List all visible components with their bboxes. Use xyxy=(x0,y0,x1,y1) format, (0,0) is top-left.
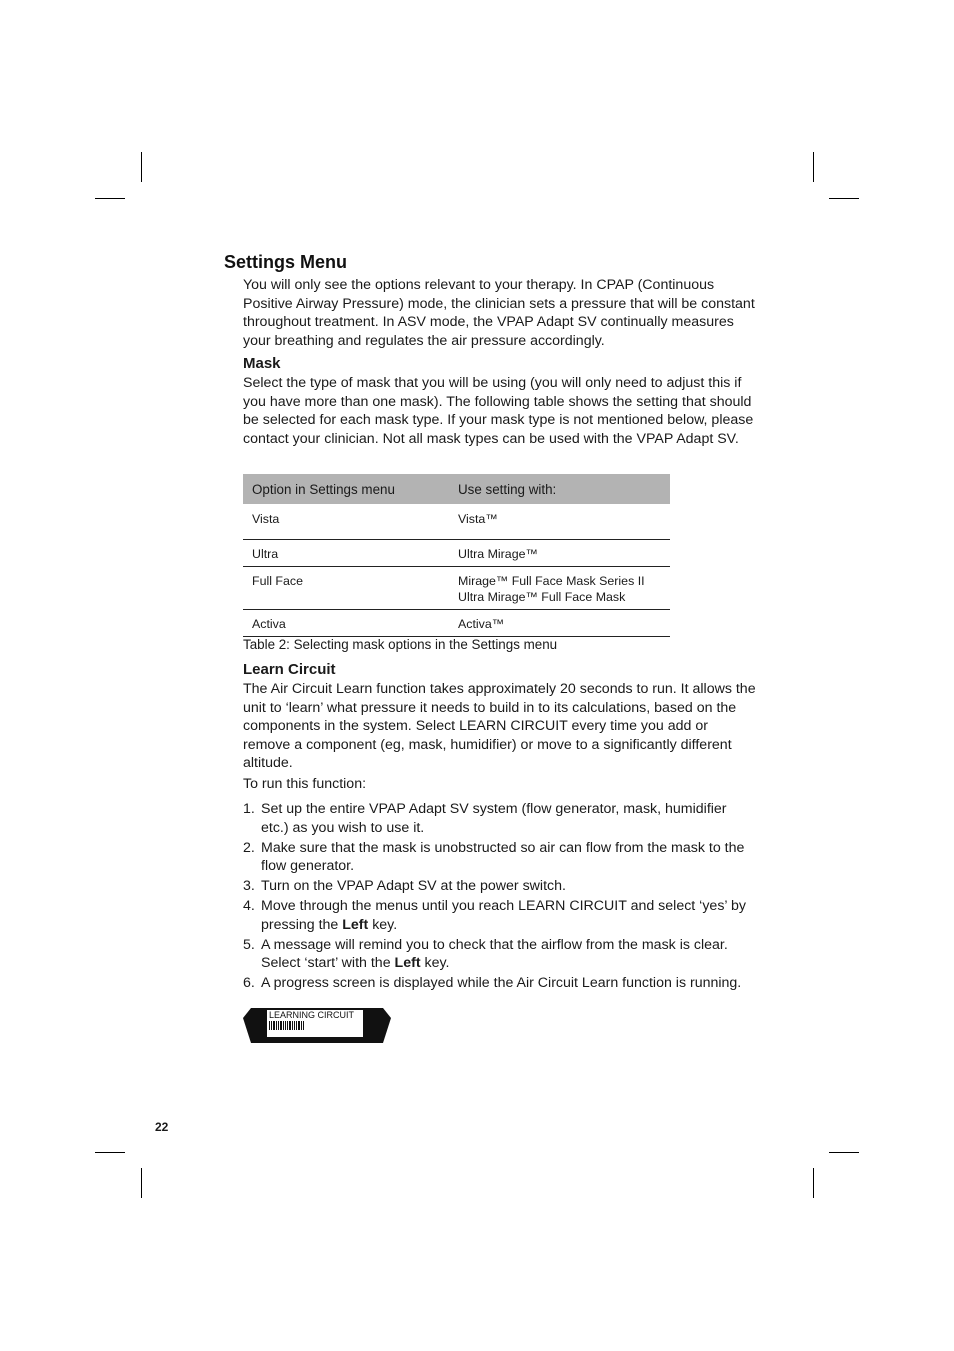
step-number: 3. xyxy=(243,878,255,895)
page-number: 22 xyxy=(155,1120,169,1134)
mask-table xyxy=(243,474,670,637)
crop-mark xyxy=(813,1168,814,1198)
lcd-screen xyxy=(267,1010,363,1037)
step-number: 4. xyxy=(243,898,255,915)
table-header-use: Use setting with: xyxy=(449,474,670,504)
table-row xyxy=(243,610,670,637)
mask-heading: Mask xyxy=(243,355,281,372)
table-cell-option: Ultra xyxy=(243,540,449,567)
crop-mark xyxy=(813,152,814,182)
step-text: Move through the menus until you reach LEARN CIRCUIT and select ‘yes’ by pressing the xyxy=(261,898,746,933)
step-text: A message will remind you to check that the airflow from the mask is clear. Select ‘start’ with the xyxy=(261,936,728,972)
key-name: Left xyxy=(394,955,421,972)
table-cell-use: Ultra Mirage™ xyxy=(449,540,670,567)
table-cell-use: Activa™ xyxy=(449,610,670,637)
table-row xyxy=(243,567,670,610)
step-text: key. xyxy=(420,955,450,972)
step-text: key. xyxy=(368,916,398,933)
intro-paragraph: You will only see the options relevant to your therapy. In CPAP (Continuous Positive Airway Pressure) mode, the clinician sets a pressure that will be constant throughout treatment. In ASV mode, the VPAP Adapt SV continually measures your breathing and regulates the air pressure accordingly. xyxy=(243,277,755,349)
step-number: 6. xyxy=(243,975,255,992)
step-number: 2. xyxy=(243,839,255,856)
step-number: 5. xyxy=(243,936,255,953)
list-item xyxy=(243,897,758,934)
section-title: Settings Menu xyxy=(224,252,348,272)
step-text: Set up the entire VPAP Adapt SV system (flow generator, mask, humidifier etc.) as you wish to use it. xyxy=(261,801,727,836)
crop-mark xyxy=(95,1152,125,1153)
table-cell-line: Ultra Mirage™ Full Face Mask xyxy=(458,590,626,604)
table-cell-use: Vista™ xyxy=(449,504,670,540)
steps-list xyxy=(243,800,758,994)
list-item xyxy=(243,877,758,896)
learn-circuit-paragraph: The Air Circuit Learn function takes approximately 20 seconds to run. It allows the unit to ‘learn’ what pressure it needs to build in to its calculations, based on the components in the system. Select LEARN CIRCUIT every time you add or remove a component (eg, mask, humidifier) or move to a significantly different altitude. xyxy=(243,681,756,772)
table-cell-option: Full Face xyxy=(243,567,449,610)
step-number: 1. xyxy=(243,801,255,817)
table-header-option: Option in Settings menu xyxy=(243,474,449,504)
step-text: Turn on the VPAP Adapt SV at the power switch. xyxy=(261,878,566,895)
crop-mark xyxy=(829,198,859,199)
key-name: Left xyxy=(342,916,369,933)
table-cell-line: Mirage™ Full Face Mask Series II xyxy=(458,574,645,588)
crop-mark xyxy=(95,198,125,199)
step-text: A progress screen is displayed while the Air Circuit Learn function is running. xyxy=(261,975,742,992)
run-function-intro: To run this function: xyxy=(243,776,367,792)
mask-paragraph: Select the type of mask that you will be using (you will only need to adjust this if you have more than one mask). The following table shows the setting that should be selected for each mask type. If your mask type is not mentioned below, please contact your clinician. Not all mask types can be used with the VPAP Adapt SV. xyxy=(243,375,754,447)
table-cell-option: Activa xyxy=(243,610,449,637)
table-header-row xyxy=(243,474,670,504)
table-cell-use xyxy=(449,567,670,610)
table-cell-option: Vista xyxy=(243,504,449,540)
crop-mark xyxy=(141,1168,142,1198)
lcd-text: LEARNING CIRCUIT xyxy=(269,1010,355,1020)
progress-bar-icon xyxy=(269,1021,309,1030)
crop-mark xyxy=(141,152,142,182)
list-item xyxy=(243,839,758,876)
table-caption: Table 2: Selecting mask options in the Settings menu xyxy=(243,637,558,652)
crop-mark xyxy=(829,1152,859,1153)
list-item xyxy=(243,974,758,993)
list-item xyxy=(243,800,758,837)
list-item xyxy=(243,936,758,973)
lcd-display xyxy=(243,1006,391,1045)
learn-circuit-heading: Learn Circuit xyxy=(243,661,336,678)
step-text: Make sure that the mask is unobstructed so air can flow from the mask to the flow generator. xyxy=(261,839,745,875)
table-row xyxy=(243,540,670,567)
table-row xyxy=(243,504,670,540)
